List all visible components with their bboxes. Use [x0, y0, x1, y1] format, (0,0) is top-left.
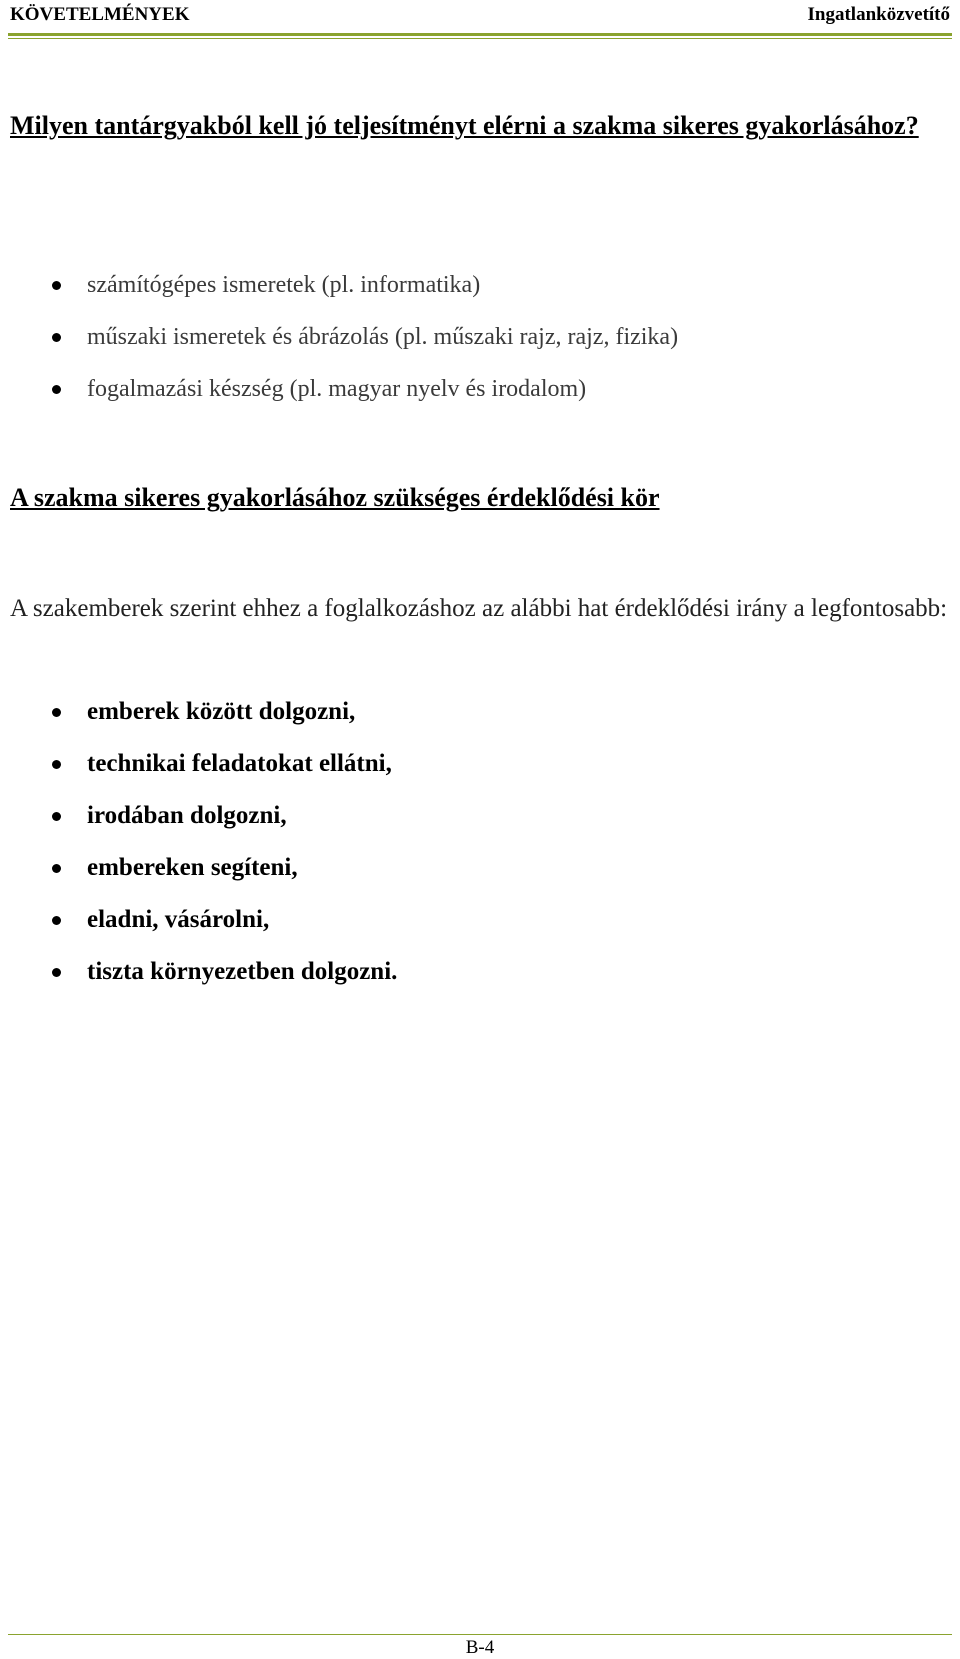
- list-item-text: számítógépes ismeretek (pl. informatika): [87, 272, 481, 298]
- list-item-text: műszaki ismeretek és ábrázolás (pl. műszaki rajz, rajz, fizika): [87, 324, 679, 350]
- list-item-text: technikai feladatokat ellátni,: [87, 750, 392, 777]
- list-item-text: embereken segíteni,: [87, 854, 298, 881]
- subjects-list: [0, 259, 678, 415]
- list-item-text: irodában dolgozni,: [87, 802, 287, 829]
- bullet-icon: [52, 385, 61, 394]
- list-item: [0, 686, 397, 738]
- list-item: [0, 259, 678, 311]
- bullet-icon: [52, 916, 61, 925]
- list-item: [0, 738, 397, 790]
- subjects-question-heading: Milyen tantárgyakból kell jó teljesítményt elérni a szakma sikeres gyakorlásához?: [10, 111, 919, 140]
- list-item: [0, 790, 397, 842]
- interest-intro-paragraph: A szakemberek szerint ehhez a foglalkozáshoz az alábbi hat érdeklődési irány a legfontosabb:: [10, 595, 948, 622]
- footer-divider: [8, 1634, 952, 1635]
- list-item: [0, 946, 397, 998]
- bullet-icon: [52, 333, 61, 342]
- page-header: [10, 4, 950, 32]
- header-profession-title: Ingatlanközvetítő: [807, 4, 950, 25]
- list-item-text: tiszta környezetben dolgozni.: [87, 958, 398, 985]
- bullet-icon: [52, 760, 61, 769]
- list-item: [0, 311, 678, 363]
- interest-section-heading: A szakma sikeres gyakorlásához szükséges érdeklődési kör: [10, 483, 660, 512]
- page-number: B-4: [465, 1637, 495, 1658]
- list-item-text: emberek között dolgozni,: [87, 698, 356, 725]
- list-item-text: fogalmazási készség (pl. magyar nyelv és irodalom): [87, 376, 587, 402]
- header-section-title: KÖVETELMÉNYEK: [10, 4, 190, 25]
- bullet-icon: [52, 968, 61, 977]
- list-item-text: eladni, vásárolni,: [87, 906, 270, 933]
- bullet-icon: [52, 864, 61, 873]
- bullet-icon: [52, 281, 61, 290]
- bullet-icon: [52, 708, 61, 717]
- header-divider: [8, 33, 952, 39]
- bullet-icon: [52, 812, 61, 821]
- list-item: [0, 894, 397, 946]
- list-item: [0, 842, 397, 894]
- interests-list: [0, 686, 397, 998]
- list-item: [0, 363, 678, 415]
